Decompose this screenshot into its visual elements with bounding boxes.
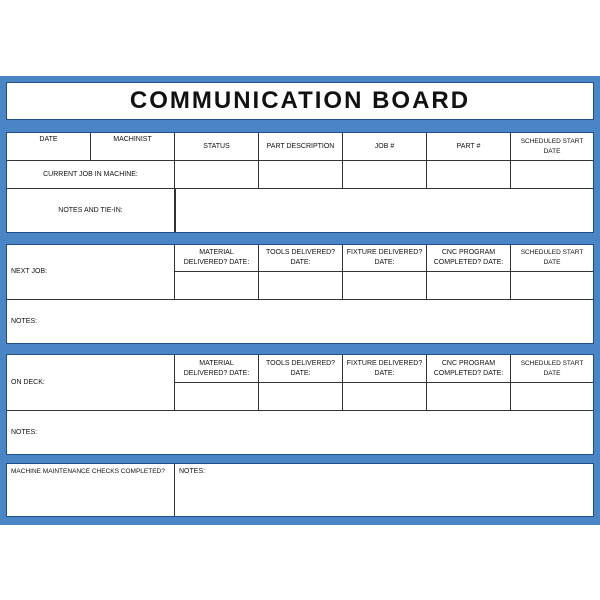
current-job-status-field[interactable] <box>175 161 259 189</box>
on-deck-label: ON DECK: <box>7 355 175 411</box>
deck-scheduled-start-header: SCHEDULED START DATE <box>511 355 593 383</box>
scheduled-start-header: SCHEDULED START DATE <box>511 133 593 161</box>
deck-fixture-field[interactable] <box>343 383 427 411</box>
current-job-label: CURRENT JOB IN MACHINE: <box>7 161 175 189</box>
current-job-scheduled-start-field[interactable] <box>511 161 593 189</box>
notes-tie-in-label: NOTES AND TIE-IN: <box>7 189 175 232</box>
next-cnc-header: CNC PROGRAM COMPLETED? DATE: <box>427 245 511 272</box>
next-cnc-field[interactable] <box>427 272 511 300</box>
deck-material-header: MATERIAL DELIVERED? DATE: <box>175 355 259 383</box>
next-tools-header: TOOLS DELIVERED? DATE: <box>259 245 343 272</box>
maintenance-notes[interactable]: NOTES: <box>179 468 206 475</box>
deck-material-field[interactable] <box>175 383 259 411</box>
deck-scheduled-start-field[interactable] <box>511 383 593 411</box>
next-scheduled-start-header: SCHEDULED START DATE <box>511 245 593 272</box>
next-fixture-field[interactable] <box>343 272 427 300</box>
job-number-header: JOB # <box>343 133 427 161</box>
machinist-header: MACHINIST <box>91 133 175 161</box>
board-title: COMMUNICATION BOARD <box>6 82 594 120</box>
notes-tie-in-field[interactable] <box>175 189 593 232</box>
date-header: DATE <box>7 133 91 161</box>
deck-cnc-header: CNC PROGRAM COMPLETED? DATE: <box>427 355 511 383</box>
deck-tools-header: TOOLS DELIVERED? DATE: <box>259 355 343 383</box>
part-number-header: PART # <box>427 133 511 161</box>
current-job-part-description-field[interactable] <box>259 161 343 189</box>
next-job-label: NEXT JOB: <box>7 245 175 300</box>
next-material-header: MATERIAL DELIVERED? DATE: <box>175 245 259 272</box>
deck-tools-field[interactable] <box>259 383 343 411</box>
deck-fixture-header: FIXTURE DELIVERED? DATE: <box>343 355 427 383</box>
communication-board <box>0 76 600 525</box>
maintenance-checks-label[interactable]: MACHINE MAINTENANCE CHECKS COMPLETED? <box>7 464 175 516</box>
next-job-notes[interactable]: NOTES: <box>11 317 38 325</box>
status-header: STATUS <box>175 133 259 161</box>
deck-cnc-field[interactable] <box>427 383 511 411</box>
current-job-part-number-field[interactable] <box>427 161 511 189</box>
next-material-field[interactable] <box>175 272 259 300</box>
next-scheduled-start-field[interactable] <box>511 272 593 300</box>
next-tools-field[interactable] <box>259 272 343 300</box>
current-job-section <box>6 132 594 233</box>
next-fixture-header: FIXTURE DELIVERED? DATE: <box>343 245 427 272</box>
on-deck-notes[interactable]: NOTES: <box>11 428 38 436</box>
part-description-header: PART DESCRIPTION <box>259 133 343 161</box>
on-deck-section <box>6 354 594 455</box>
maintenance-section <box>6 463 594 517</box>
next-job-section <box>6 244 594 344</box>
current-job-job-number-field[interactable] <box>343 161 427 189</box>
